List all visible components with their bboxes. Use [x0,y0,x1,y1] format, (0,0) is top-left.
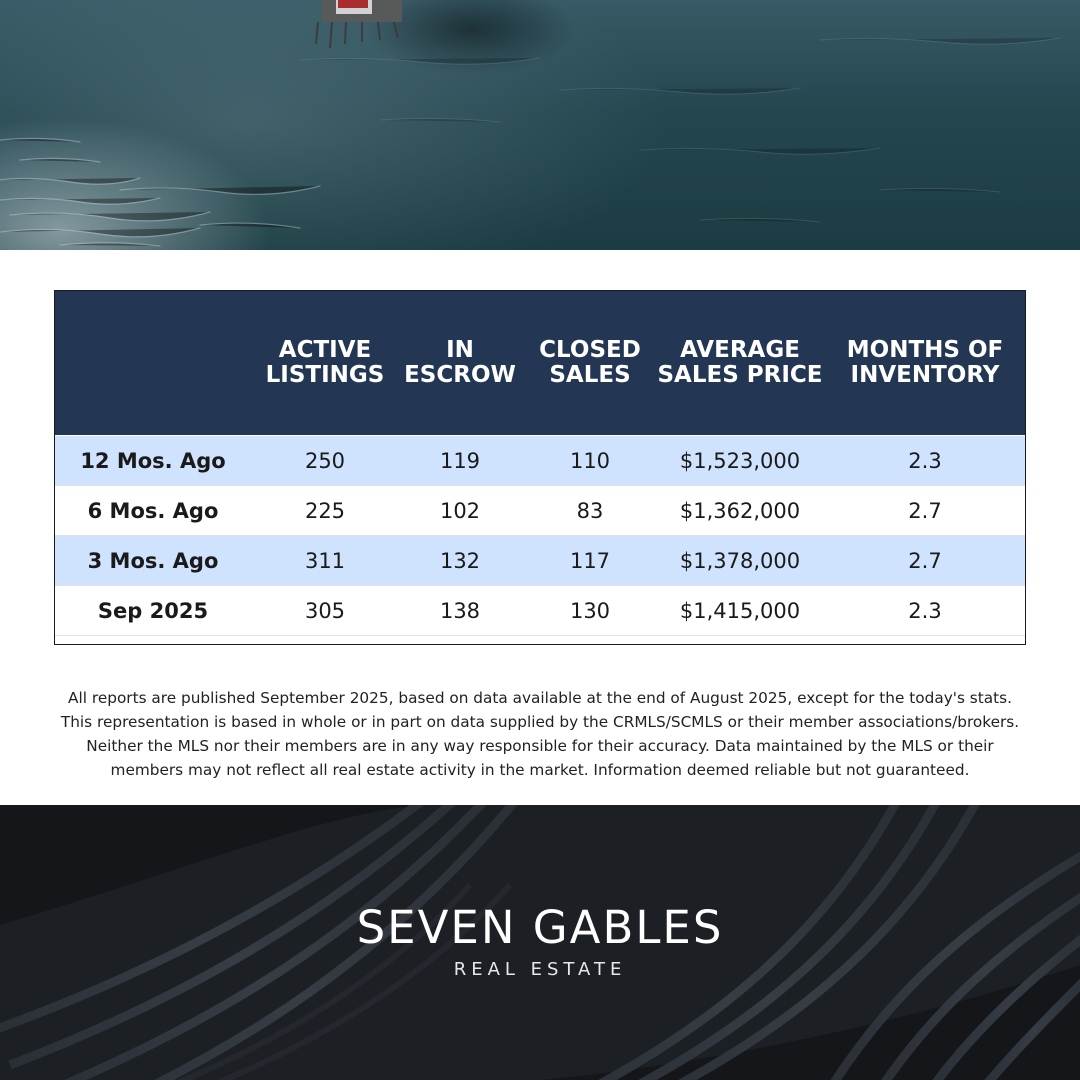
row-label: 3 Mos. Ago [87,549,219,573]
row-label: 6 Mos. Ago [87,499,219,523]
in-escrow-value: 102 [439,499,481,523]
active-listings-value: 250 [304,449,346,473]
header-closed-sales: CLOSED SALES [539,337,641,388]
months-inventory-value: 2.3 [908,599,942,623]
active-listings-value: 225 [304,499,346,523]
ocean-pier-photo [0,0,1080,250]
months-inventory-value: 2.7 [908,499,942,523]
header-average-sales-price: AVERAGE SALES PRICE [657,337,823,388]
active-listings-value: 311 [304,549,346,573]
months-inventory-value: 2.7 [908,549,942,573]
row-label: 12 Mos. Ago [80,449,226,473]
average-price-value: $1,378,000 [679,549,801,573]
closed-sales-value: 110 [569,449,611,473]
pier [316,0,402,48]
disclaimer-text: All reports are published September 2025, based on data available at the end of August 2025, except for the today's stats. This representation is based in whole or in part on data supplied by the CRMLS/SCMLS or their member associations/brokers. Neither the MLS nor their members are in any way responsible for their accuracy. Data maintained by the MLS or their members may not reflect all real estate activity in the market. Information deemed reliable but not guaranteed. [60,689,1020,779]
table-row [55,486,1025,536]
table-row [55,436,1025,486]
in-escrow-value: 138 [439,599,481,623]
brand-name: SEVEN GABLES [356,901,724,954]
brand-tagline: REAL ESTATE [453,959,627,980]
header-months-of-inventory: MONTHS OF INVENTORY [846,337,1004,388]
closed-sales-value: 83 [576,499,604,523]
average-price-value: $1,415,000 [679,599,801,623]
closed-sales-value: 117 [569,549,611,573]
closed-sales-value: 130 [569,599,611,623]
active-listings-value: 305 [304,599,346,623]
table-row [55,536,1025,586]
row-label: Sep 2025 [97,599,209,623]
header-in-escrow: IN ESCROW [404,337,516,388]
water-texture [0,0,1080,250]
in-escrow-value: 132 [439,549,481,573]
market-stats-table [54,290,1026,645]
table-header [55,291,1025,435]
average-price-value: $1,362,000 [679,499,801,523]
header-active-listings: ACTIVE LISTINGS [265,337,385,388]
average-price-value: $1,523,000 [679,449,801,473]
table-row [55,586,1025,636]
months-inventory-value: 2.3 [908,449,942,473]
in-escrow-value: 119 [439,449,481,473]
